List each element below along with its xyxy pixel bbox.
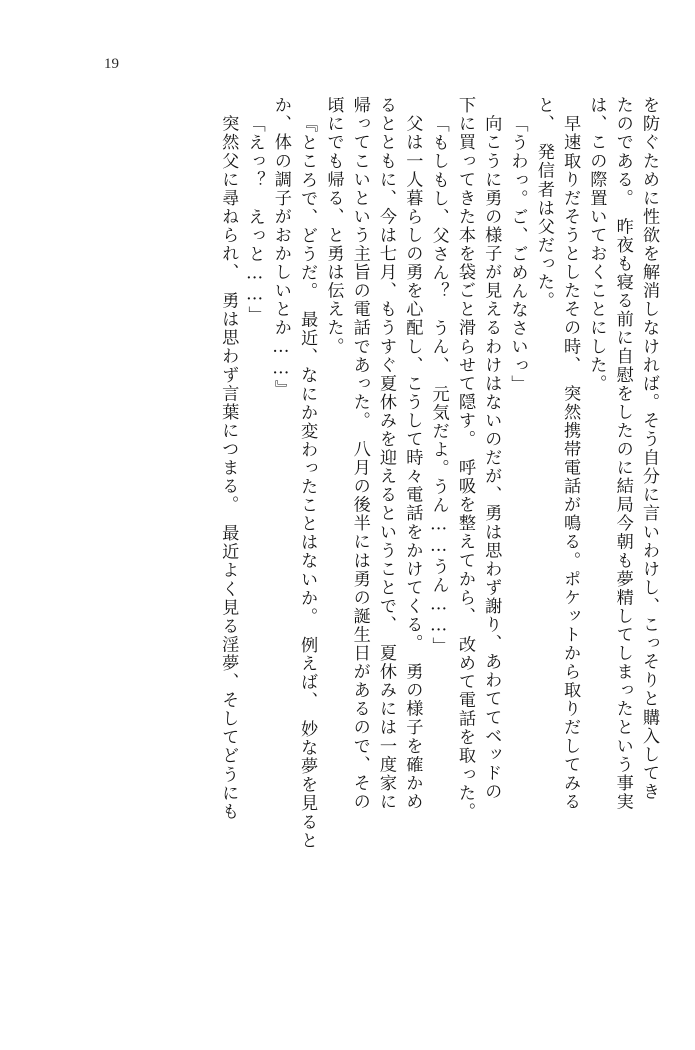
text-line: 帰ってこいという主旨の電話であった。 八月の後半には勇の誕生日があるので、その [349,96,370,811]
text-line: 下に買ってきた本を袋ごと滑らせて隠す。 呼吸を整えてから、 改めて電話を取った。 [454,96,475,821]
text-line: 「うわっ。ご、ごめんなさいっ」 [507,115,528,394]
vertical-text-body [37,96,657,976]
text-line: 向こうに勇の様子が見えるわけはないのだが、勇は思わず謝り、あわててベッドの [481,96,502,801]
text-line: るとともに、今は七月、もうすぐ夏休みを迎えるということで、 夏休みには一度家に [376,96,397,811]
text-line: 頃にでも帰る、と勇は伝えた。 [323,96,344,356]
text-line: と、 発信者は父だった。 [533,96,554,310]
text-line: 父は一人暮らしの勇を心配し、こうして時々電話をかけてくる。 勇の様子を確かめ [402,96,423,811]
text-line: 「えっ？ えっと……」 [244,115,265,325]
text-line: を防ぐために性欲を解消しなければ。そう自分に言いわけし、こっそりと購入してき [639,96,659,801]
page-number: 19 [104,56,119,72]
text-line: 「もしもし、父さん？ うん、 元気だよ。うん……うん……」 [428,115,449,656]
text-line: 早速取りだそうとしたその時、 突然携帯電話が鳴る。ポケットから取りだしてみる [560,96,581,811]
text-line: 突然父に尋ねられ、 勇は思わず言葉につまる。 最近よく見る淫夢、そしてどうにも [218,96,239,821]
text-line: は、この際置いておくことにした。 [586,96,607,393]
text-line: たのである。 昨夜も寝る前に自慰をしたのに結局今朝も夢精してしまったという事実 [612,96,633,811]
text-line: か、体の調子がおかしいとか……』 [270,96,291,399]
text-line: 『ところで、どうだ。 最近、なにか変わったことはないか。 例えば、 妙な夢を見ると [297,115,318,850]
